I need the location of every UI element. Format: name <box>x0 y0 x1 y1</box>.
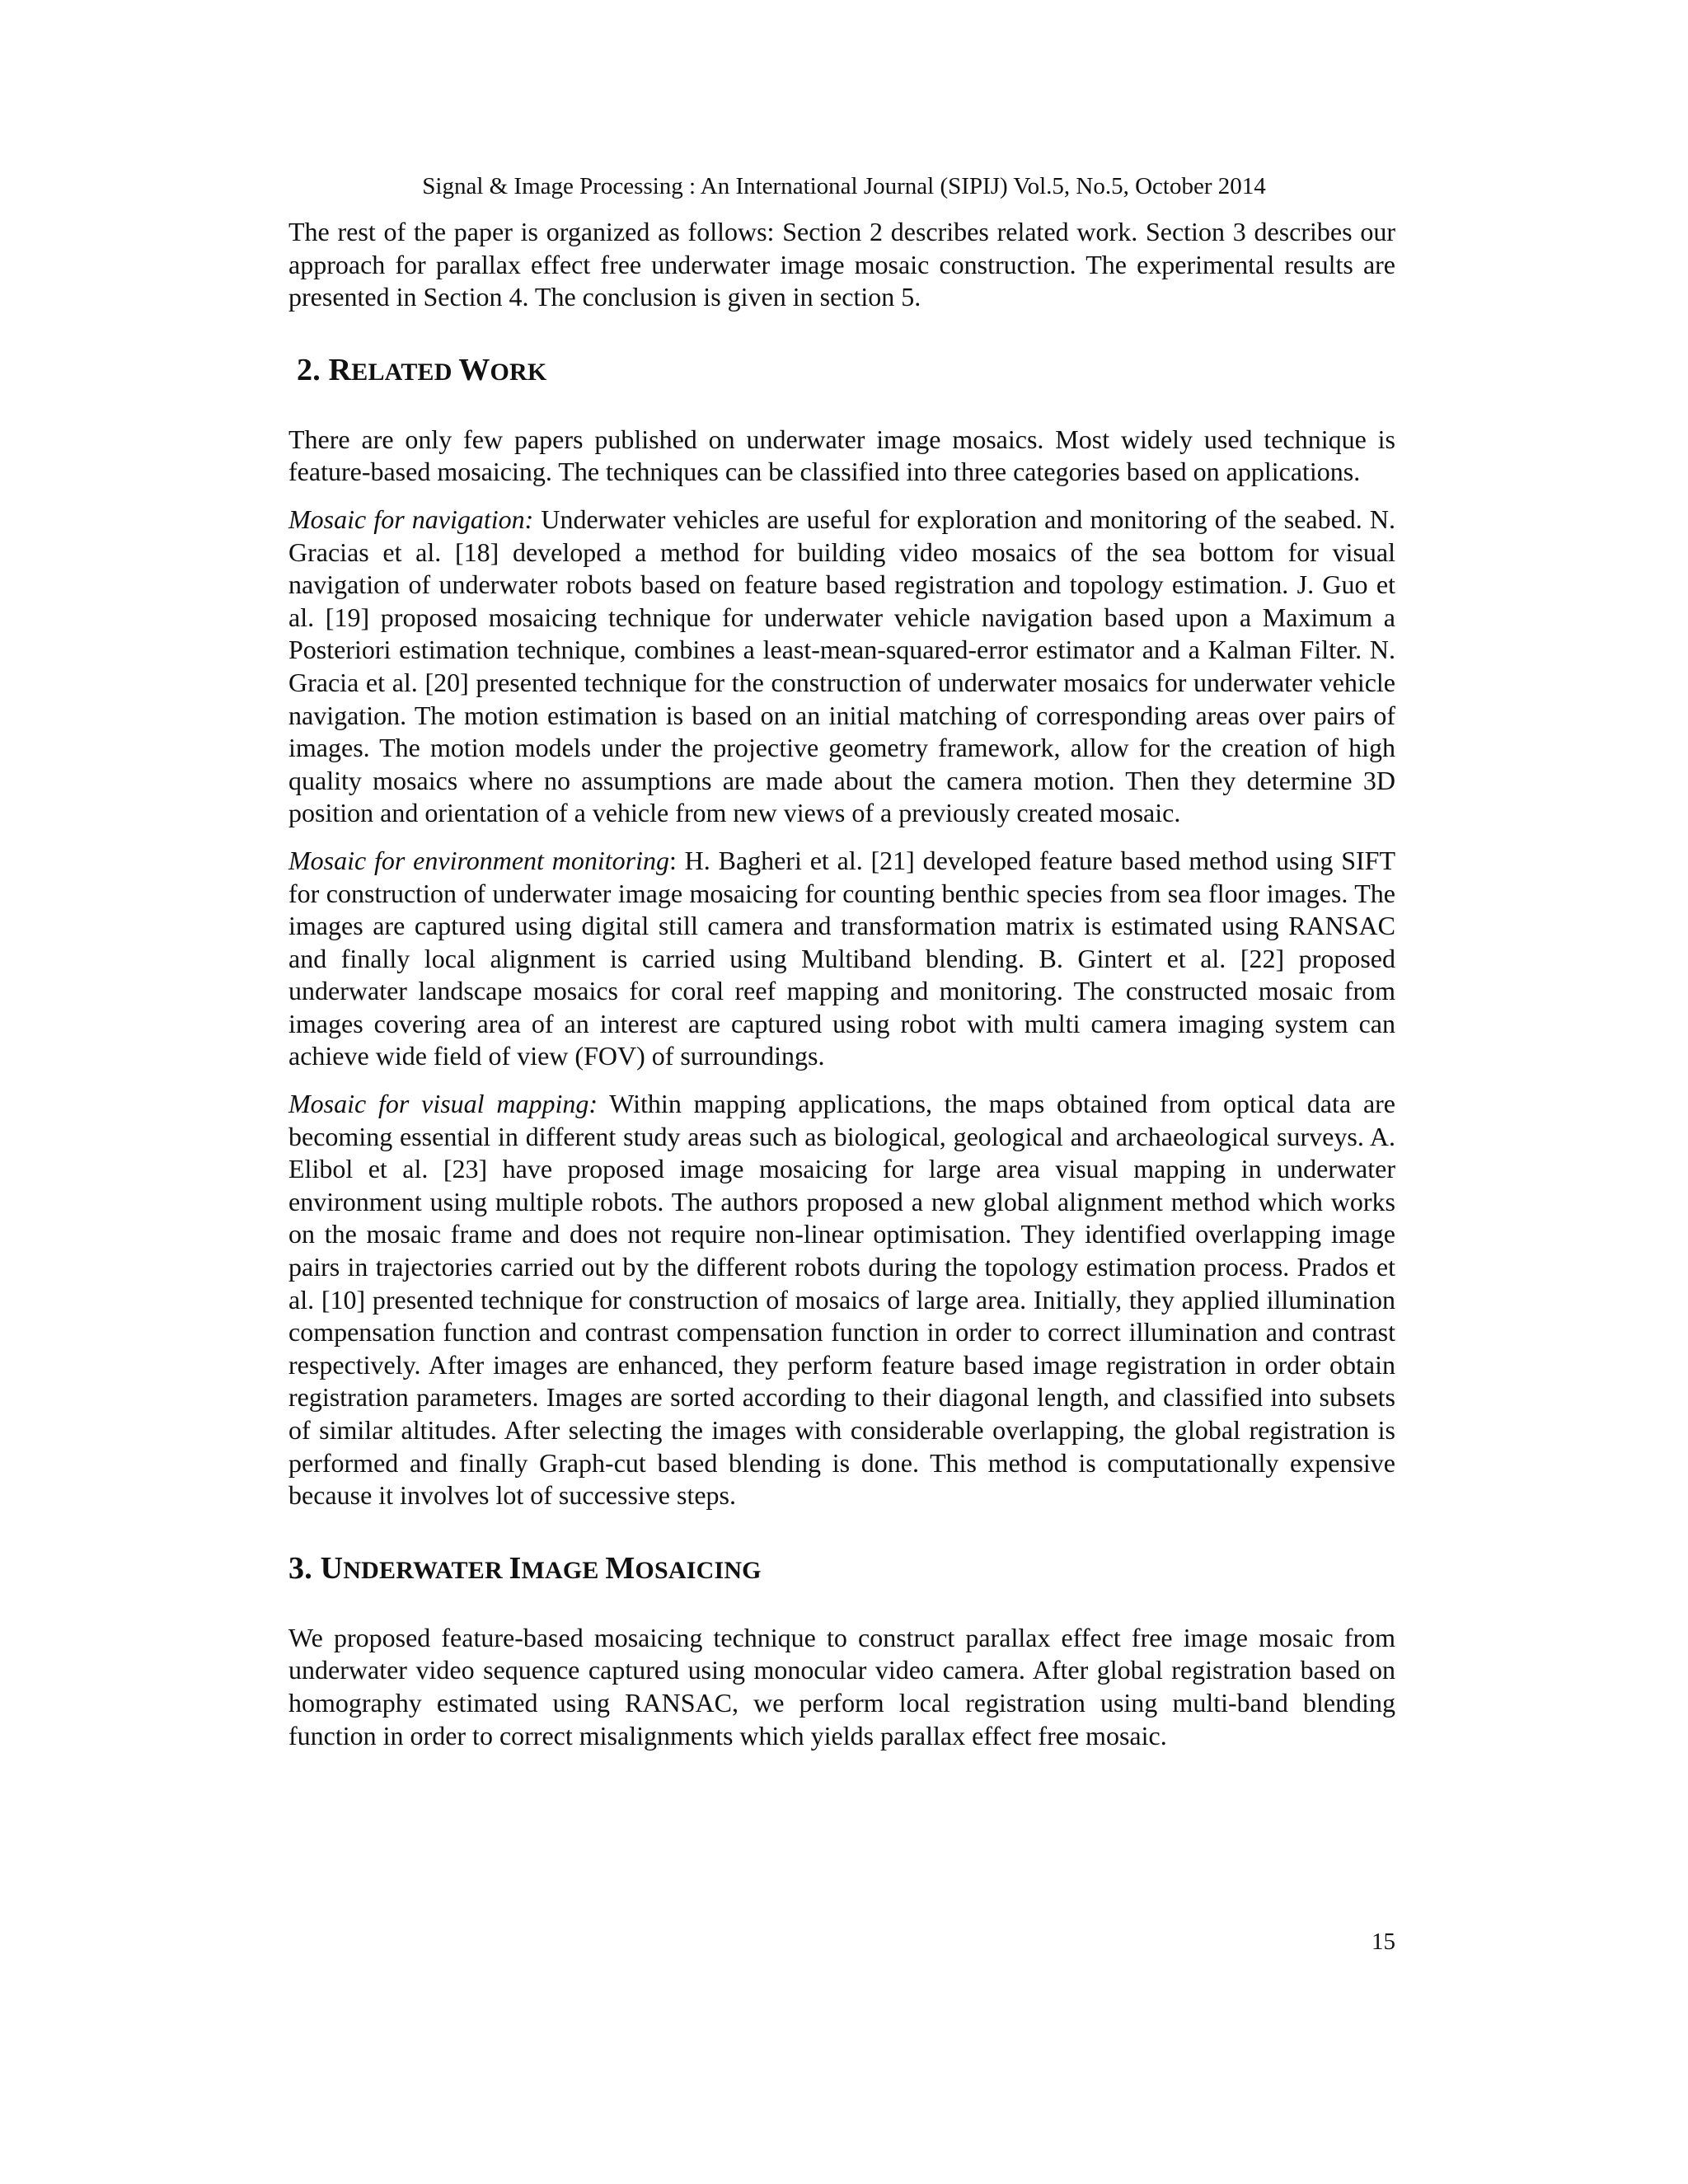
section-2-heading: 2. RELATED WORK <box>297 352 547 387</box>
page-body <box>288 216 1395 1752</box>
navigation-paragraph <box>288 504 1395 830</box>
mosaicing-intro-paragraph: We proposed feature-based mosaicing technique to construct parallax effect free image mosaic from underwater video sequence captured using monocular video camera. After global registration based on homography estimated using RANSAC, we perform local registration using multi-band blending function in order to correct misalignments which yields parallax effect free mosaic. <box>288 1622 1395 1750</box>
intro-paragraph: The rest of the paper is organized as follows: Section 2 describes related work. Section 3 describes our approach for parallax effect free underwater image mosaic construction. The experimental results are presented in Section 4. The conclusion is given in section 5. <box>288 217 1395 312</box>
visual-mapping-text: Within mapping applications, the maps obtained from optical data are becoming essential in different study areas such as biological, geological and archaeological surveys. A. Elibol et al. [23] have proposed image mosaicing for large area visual mapping in underwater environment using multiple robots. The authors proposed a new global alignment method which works on the mosaic frame and does not require non-linear optimisation. They identified overlapping image pairs in trajectories carried out by the different robots during the topology estimation process. Prados et al. [10] presented technique for construction of mosaics of large area. Initially, they applied illumination compensation function and contrast compensation function in order to correct illumination and contrast respectively. After images are enhanced, they perform feature based image registration in order obtain registration parameters. Images are sorted according to their diagonal length, and classified into subsets of similar altitudes. After selecting the images with considerable overlapping, the global registration is performed and finally Graph-cut based blending is done. This method is computationally expensive because it involves lot of successive steps. <box>288 1089 1396 1511</box>
visual-mapping-label: Mosaic for visual mapping: <box>288 1089 598 1119</box>
page-number: 15 <box>1372 1929 1395 1955</box>
section-3-heading: 3. UNDERWATER IMAGE MOSAICING <box>288 1550 762 1586</box>
related-work-intro-paragraph: There are only few papers published on underwater image mosaics. Most widely used technique is feature-based mosaicing. The techniques can be classified into three categories based on applications. <box>288 424 1395 487</box>
navigation-text: Underwater vehicles are useful for exploration and monitoring of the seabed. N. Gracias et al. [18] developed a method for building video mosaics of the sea bottom for visual navigation of underwater robots based on feature based registration and topology estimation. J. Guo et al. [19] proposed mosaicing technique for underwater vehicle navigation based upon a Maximum a Posteriori estimation technique, combines a least-mean-squared-error estimator and a Kalman Filter. N. Gracia et al. [20] presented technique for the construction of underwater mosaics for underwater vehicle navigation. The motion estimation is based on an initial matching of corresponding areas over pairs of images. The motion models under the projective geometry framework, allow for the creation of high quality mosaics where no assumptions are made about the camera motion. Then they determine 3D position and orientation of a vehicle from new views of a previously created mosaic. <box>288 504 1396 828</box>
environment-monitoring-paragraph <box>288 845 1395 1073</box>
running-header: Signal & Image Processing : An International Journal (SIPIJ) Vol.5, No.5, October 2014 <box>422 173 1266 199</box>
visual-mapping-paragraph <box>288 1088 1395 1512</box>
environment-monitoring-text: : H. Bagheri et al. [21] developed feature based method using SIFT for construction of underwater image mosaicing for counting benthic species from sea floor images. The images are captured using digital still camera and transformation matrix is estimated using RANSAC and finally local alignment is carried using Multiband blending. B. Gintert et al. [22] proposed underwater landscape mosaics for coral reef mapping and monitoring. The constructed mosaic from images covering area of an interest are captured using robot with multi camera imaging system can achieve wide field of view (FOV) of surroundings. <box>288 845 1396 1071</box>
environment-monitoring-label: Mosaic for environment monitoring <box>288 845 669 875</box>
navigation-label: Mosaic for navigation: <box>288 504 534 534</box>
